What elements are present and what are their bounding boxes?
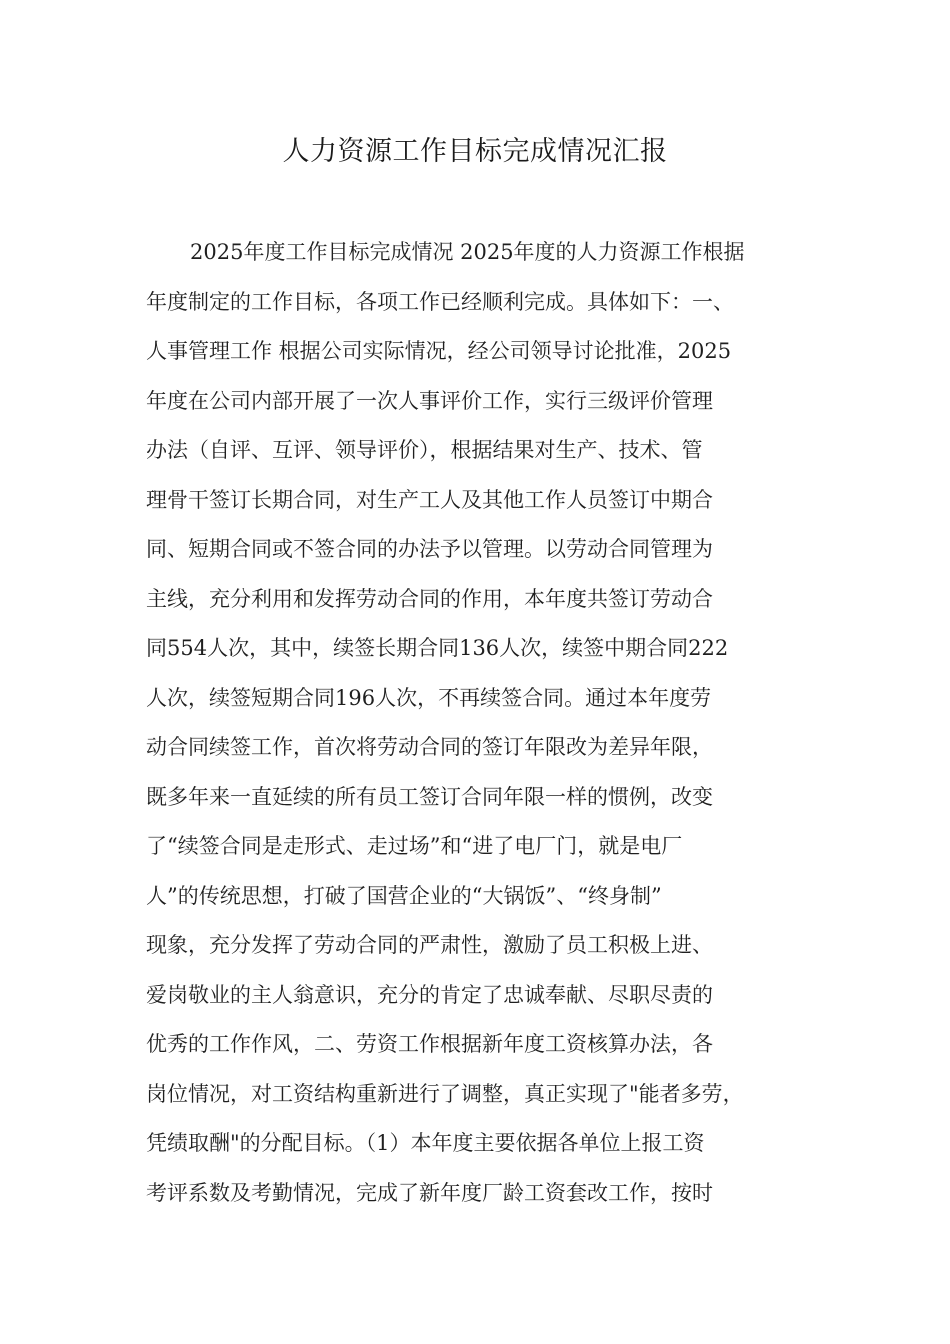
body-line: 考评系数及考勤情况，完成了新年度厂龄工资套改工作，按时 (146, 1180, 713, 1205)
document-title: 人力资源工作目标完成情况汇报 (282, 136, 668, 167)
body-line: 动合同续签工作，首次将劳动合同的签订年限改为差异年限， (146, 735, 713, 759)
body-line: 人次，续签短期合同196人次，不再续签合同。通过本年度劳 (146, 685, 712, 710)
body-line: 理骨干签订长期合同，对生产工人及其他工作人员签订中期合 (146, 487, 713, 512)
body-line: 办法（自评、互评、领导评价），根据结果对生产、技术、管 (146, 438, 703, 462)
body-line: 同、短期合同或不签合同的办法予以管理。以劳动合同管理为 (146, 537, 713, 561)
body-line: 爱岗敬业的主人翁意识，充分的肯定了忠诚奉献、尽职尽责的 (146, 982, 713, 1007)
body-line: 人事管理工作 根据公司实际情况，经公司领导讨论批准，2025 (146, 339, 732, 363)
body-line: 年度在公司内部开展了一次人事评价工作，实行三级评价管理 (146, 388, 713, 413)
body-line: 既多年来一直延续的所有员工签订合同年限一样的惯例，改变 (146, 784, 713, 809)
body-line: 优秀的工作作风，二、劳资工作根据新年度工资核算办法，各 (146, 1032, 713, 1056)
body-line: 现象，充分发挥了劳动合同的严肃性，激励了员工积极上进、 (146, 933, 713, 957)
body-line: 年度制定的工作目标，各项工作已经顺利完成。具体如下：一、 (146, 289, 734, 314)
body-line: 岗位情况，对工资结构重新进行了调整，真正实现了"能者多劳， (146, 1081, 744, 1106)
body-line: 同554人次，其中，续签长期合同136人次，续签中期合同222 (146, 636, 729, 660)
body-line: 凭绩取酬"的分配目标。（1）本年度主要依据各单位上报工资 (146, 1131, 705, 1155)
document-body (146, 228, 946, 1218)
body-line: 2025年度工作目标完成情况 2025年度的人力资源工作根据 (190, 240, 745, 264)
body-line: 主线，充分利用和发挥劳动合同的作用，本年度共签订劳动合 (146, 586, 713, 611)
body-line: 了“续签合同是走形式、走过场”和“进了电厂门，就是电厂 (146, 834, 683, 858)
body-line: 人”的传统思想，打破了国营企业的“大锅饭”、“终身制” (146, 883, 662, 908)
